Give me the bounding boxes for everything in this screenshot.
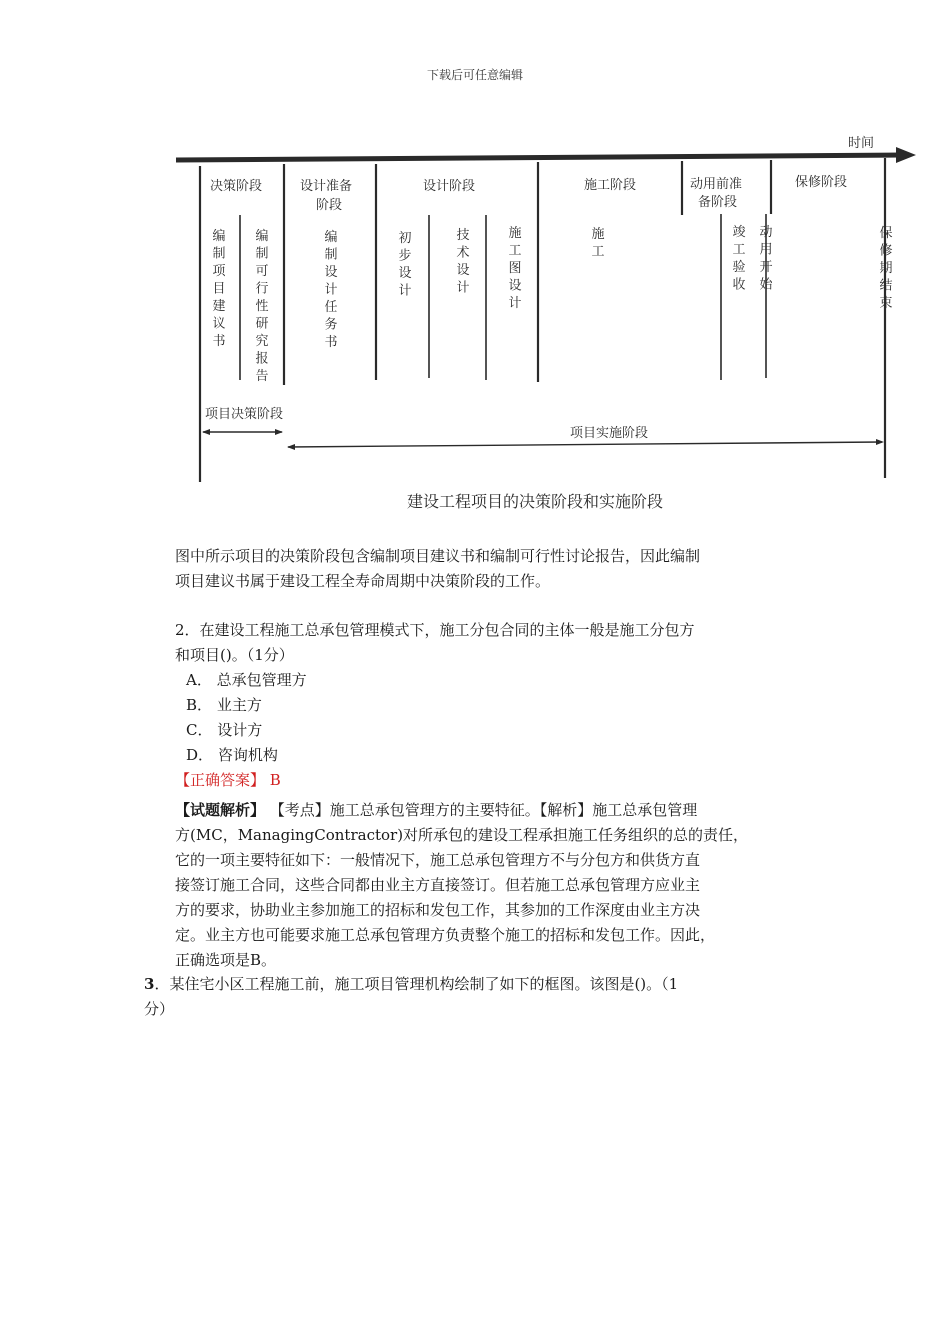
page-header: 下载后可任意编辑	[426, 68, 523, 82]
q2-stem-line1: 2．在建设工程施工总承包管理模式下，施工分包合同的主体一般是施工分包方	[175, 621, 695, 639]
time-axis	[176, 155, 900, 160]
task-project-proposal: 编制项目建议书	[212, 229, 226, 349]
q3-stem-line2: 分）	[144, 1000, 175, 1018]
task-completion-acceptance: 竣工验收	[732, 225, 746, 293]
task-warranty-end: 保修期结束	[879, 226, 893, 311]
time-arrow-head	[896, 147, 916, 163]
task-construction-drawing: 施工图设计	[508, 226, 522, 311]
task-design-brief: 编制设计任务书	[324, 230, 338, 350]
answer-label: 【正确答案】	[175, 771, 266, 789]
q2-stem-line2: 和项目()。（1分）	[175, 646, 294, 664]
task-labels	[212, 224, 892, 384]
q2-option-d[interactable]: D． 咨询机构	[186, 746, 278, 764]
q2-analysis	[175, 798, 775, 973]
time-label: 时间	[848, 136, 875, 151]
analysis-line5: 方的要求，协助业主参加施工的招标和发包工作，其参加的工作深度由业主方决	[175, 901, 701, 919]
phase-design-prep-line1: 设计准备	[300, 179, 353, 194]
analysis-label: 【试题解析】	[175, 801, 266, 819]
decision-span-arrow	[202, 429, 283, 435]
analysis-line2: 方(MC，ManagingContractor)对所承包的建设工程承担施工任务组织的总的责任，	[175, 826, 749, 844]
q3-number: 3	[144, 975, 155, 993]
q2-number: 2	[175, 621, 185, 639]
q3-stem-line1: 3．某住宅小区工程施工前，施工项目管理机构绘制了如下的框图。该图是()。（1	[144, 975, 679, 993]
explanation-1-line2: 项目建议书属于建设工程全寿命周期中决策阶段的工作。	[175, 572, 551, 590]
analysis-line1: 【试题解析】 【考点】施工总承包管理方的主要特征。【解析】施工总承包管理	[175, 801, 698, 819]
q2-option-b[interactable]: B． 业主方	[186, 696, 262, 714]
phase-design: 设计阶段	[423, 179, 476, 194]
implementation-span-label: 项目实施阶段	[570, 426, 649, 441]
decision-span-label: 项目决策阶段	[205, 407, 284, 422]
answer-value: B	[269, 771, 281, 789]
project-phases-diagram	[0, 0, 950, 530]
analysis-line7: 正确选项是B。	[175, 951, 277, 969]
phase-construction: 施工阶段	[584, 178, 637, 193]
diagram-caption: 建设工程项目的决策阶段和实施阶段	[407, 492, 664, 511]
phase-pre-use-line1: 动用前准	[690, 177, 743, 192]
analysis-line6: 定。业主方也可能要求施工总承包管理方负责整个施工的招标和发包工作。因此，	[175, 926, 716, 944]
task-dividers	[240, 214, 766, 380]
task-preliminary-design: 初步设计	[398, 231, 412, 299]
q2-option-a[interactable]: A． 总承包管理方	[186, 671, 307, 689]
explanation-1	[175, 544, 775, 594]
phase-decision: 决策阶段	[210, 179, 263, 194]
phase-pre-use-line2: 备阶段	[698, 195, 738, 210]
q2-option-c[interactable]: C． 设计方	[186, 721, 263, 739]
q2-answer	[175, 768, 281, 793]
phase-design-prep-line2: 阶段	[316, 198, 343, 213]
analysis-line3: 它的一项主要特征如下：一般情况下，施工总承包管理方不与分包方和供货方直	[175, 851, 701, 869]
task-technical-design: 技术设计	[456, 228, 470, 296]
phase-headings	[210, 175, 847, 213]
task-feasibility-report: 编制可行性研究报告	[255, 229, 269, 384]
phase-dividers	[200, 158, 885, 482]
task-use-start: 动用开始	[759, 225, 773, 293]
phase-warranty: 保修阶段	[795, 175, 848, 190]
analysis-line4: 接签订施工合同，这些合同都由业主方直接签订。但若施工总承包管理方应业主	[175, 876, 701, 894]
explanation-1-line1: 图中所示项目的决策阶段包含编制项目建议书和编制可行性讨论报告，因此编制	[175, 547, 701, 565]
task-construction: 施工	[591, 227, 605, 260]
